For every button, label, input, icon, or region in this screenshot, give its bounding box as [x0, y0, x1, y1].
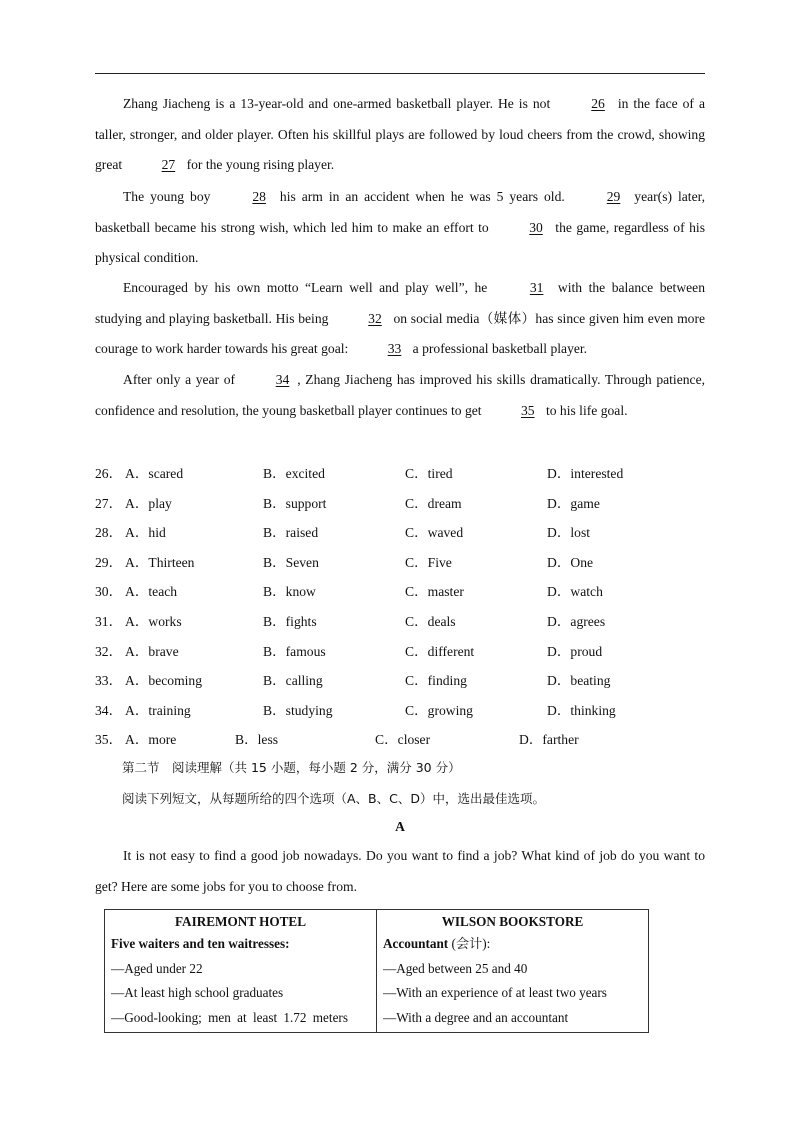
- question-number: 29．: [95, 554, 123, 570]
- question-number: 27．: [95, 495, 123, 511]
- hotel-column: [105, 910, 377, 1033]
- option-a[interactable]: A．more: [125, 732, 177, 748]
- option-c[interactable]: C．finding: [405, 673, 467, 689]
- header-rule: [95, 73, 705, 74]
- blank-34: 34: [275, 372, 290, 387]
- option-c[interactable]: C．closer: [375, 732, 431, 748]
- option-d[interactable]: D．game: [547, 495, 600, 511]
- bookstore-requirement: —With an experience of at least two years: [383, 985, 607, 1000]
- hotel-title: FAIREMONT HOTEL: [174, 914, 307, 929]
- passage-paragraph-2: [95, 182, 705, 274]
- option-a[interactable]: A．training: [125, 702, 191, 718]
- option-a[interactable]: A．teach: [125, 584, 178, 600]
- hotel-requirement: —Good-looking; men at least 1.72 meters: [111, 1009, 348, 1025]
- option-b[interactable]: B．fights: [263, 614, 317, 629]
- option-b[interactable]: B．excited: [263, 466, 325, 481]
- jobs-table: [104, 909, 649, 1033]
- option-c[interactable]: C．waved: [405, 525, 464, 541]
- option-b[interactable]: B．famous: [263, 643, 326, 659]
- blank-26: 26: [591, 96, 605, 111]
- passage-a-intro: It is not easy to find a good job nowadays. Do you want to find a job? What kind of job do you want to get? Here are some jobs for you to choose from.: [95, 848, 705, 894]
- bookstore-requirement: —With a degree and an accountant: [383, 1009, 569, 1025]
- option-d[interactable]: D．proud: [547, 643, 603, 659]
- passage-text: his arm in an accident when he was 5 years old.: [273, 189, 571, 204]
- passage-text: After only a year of: [123, 372, 240, 387]
- passage-text: a professional basketball player.: [409, 341, 588, 356]
- question-number: 30．: [95, 584, 123, 600]
- option-a[interactable]: A．works: [125, 614, 182, 629]
- passage-text: , Zhang Jiacheng has improved his skills dramatically. Through patience, confidence and resolution, the young basketball player continues to get: [95, 372, 706, 418]
- option-b[interactable]: B．studying: [263, 702, 333, 718]
- passage-text: to his life goal.: [542, 402, 628, 418]
- option-b[interactable]: B．support: [263, 495, 327, 511]
- option-b[interactable]: B．Seven: [263, 554, 319, 570]
- passage-text: in the face of a taller, stronger, and older player. Often his skillful plays are followed by loud cheers from the crowd, showing great: [95, 96, 705, 172]
- passage-text: for the young rising player.: [183, 157, 335, 172]
- blank-31: 31: [529, 280, 544, 295]
- option-c[interactable]: C．Five: [405, 554, 452, 570]
- option-c[interactable]: C．different: [405, 643, 475, 659]
- option-d[interactable]: D．One: [547, 554, 594, 570]
- hotel-subtitle: Five waiters and ten waitresses:: [111, 936, 290, 951]
- question-number: 33．: [95, 673, 123, 689]
- blank-29: 29: [606, 189, 621, 204]
- option-d[interactable]: D．thinking: [547, 702, 616, 718]
- option-b[interactable]: B．know: [263, 584, 316, 600]
- hotel-requirement: —At least high school graduates: [111, 985, 284, 1000]
- option-c[interactable]: C．dream: [405, 495, 462, 511]
- bookstore-column: [377, 910, 649, 1033]
- bookstore-requirement: —Aged between 25 and 40: [383, 960, 528, 976]
- option-c[interactable]: C．growing: [405, 702, 473, 718]
- option-c[interactable]: C．tired: [405, 466, 453, 481]
- question-number: 35．: [95, 732, 123, 748]
- option-a[interactable]: A．hid: [125, 525, 166, 541]
- passage-text: with the balance between studying and playing basketball. His being: [95, 280, 706, 326]
- passage-text: The young boy: [123, 189, 217, 204]
- blank-27: 27: [161, 157, 176, 172]
- option-b[interactable]: B．less: [235, 732, 279, 748]
- option-d[interactable]: D．beating: [547, 673, 611, 689]
- reading-instruction: 阅读下列短文，从每题所给的四个选项（A、B、C、D）中，选出最佳选项。: [122, 791, 545, 806]
- question-number: 32．: [95, 643, 123, 659]
- option-d[interactable]: D．watch: [547, 584, 603, 600]
- bookstore-subtitle: [383, 932, 642, 957]
- section-heading: 第二节 阅读理解（共 15 小题，每小题 2 分，满分 30 分）: [122, 760, 461, 775]
- option-a[interactable]: A．play: [125, 495, 172, 511]
- option-c[interactable]: C．deals: [405, 614, 456, 629]
- option-d[interactable]: D．agrees: [547, 614, 606, 629]
- bookstore-subtitle-note: (会计):: [448, 936, 491, 951]
- option-a[interactable]: A．brave: [125, 643, 179, 659]
- blank-35: 35: [520, 402, 535, 418]
- option-a[interactable]: A．becoming: [125, 673, 203, 689]
- blank-33: 33: [387, 341, 402, 356]
- option-d[interactable]: D．lost: [547, 525, 591, 541]
- option-b[interactable]: B．raised: [263, 525, 319, 541]
- option-d[interactable]: D．interested: [547, 466, 624, 481]
- blank-30: 30: [529, 219, 543, 235]
- question-number: 31．: [95, 614, 123, 629]
- question-number: 28．: [95, 525, 123, 541]
- bookstore-title: WILSON BOOKSTORE: [441, 914, 584, 929]
- option-c[interactable]: C．master: [405, 584, 464, 600]
- question-number: 26．: [95, 466, 123, 481]
- bookstore-subtitle-role: Accountant: [383, 936, 449, 951]
- passage-text: Zhang Jiacheng is a 13-year-old and one-armed basketball player. He is not: [123, 96, 556, 111]
- passage-text: on social media（媒体）has since given him even more courage to work harder towards his great goal:: [95, 310, 705, 356]
- option-b[interactable]: B．calling: [263, 673, 323, 689]
- option-a[interactable]: A．Thirteen: [125, 554, 195, 570]
- passage-a-label: A: [395, 819, 405, 834]
- passage-paragraph-4: [95, 365, 705, 426]
- passage-text: year(s) later, basketball became his strong wish, which led him to make an effort to: [95, 189, 705, 235]
- option-a[interactable]: A．scared: [125, 466, 184, 481]
- passage-text: the game, regardless of his physical condition.: [95, 219, 705, 265]
- passage-paragraph-3: [95, 273, 705, 365]
- question-number: 34．: [95, 702, 123, 718]
- blank-32: 32: [368, 310, 382, 326]
- hotel-requirement: —Aged under 22: [111, 960, 203, 976]
- passage-paragraph-1: [95, 89, 705, 181]
- option-d[interactable]: D．farther: [519, 732, 579, 748]
- blank-28: 28: [252, 189, 266, 204]
- passage-text: Encouraged by his own motto “Learn well and play well”, he: [123, 280, 494, 295]
